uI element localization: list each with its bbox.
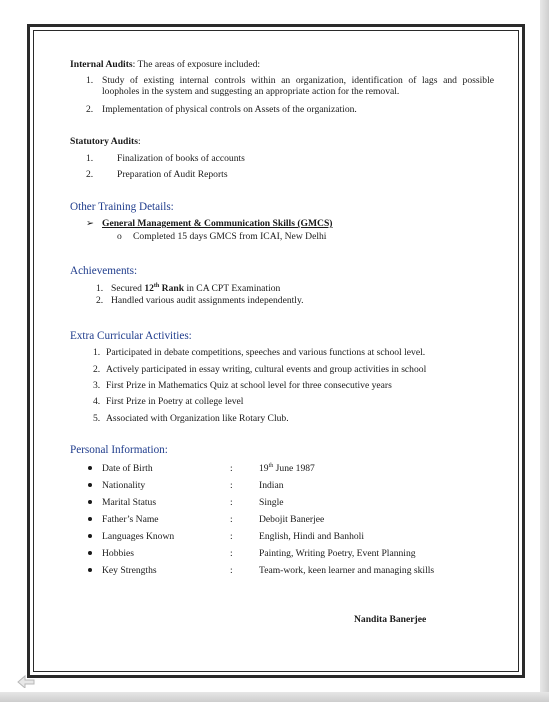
extra-item-3-num: 3. bbox=[93, 380, 101, 391]
extra-item-1-text: Participated in debate competitions, speeches and various functions at school level. bbox=[106, 347, 426, 358]
statutory-audits-heading: Statutory Audits bbox=[70, 136, 138, 147]
training-detail: Completed 15 days GMCS from ICAI, New Delhi bbox=[133, 231, 327, 242]
languages-separator: : bbox=[230, 531, 233, 542]
curled-arrow-icon bbox=[16, 672, 36, 688]
extra-item-2-text: Actively participated in essay writing, cultural events and group activities in school bbox=[106, 364, 427, 375]
nationality-value: Indian bbox=[259, 480, 284, 491]
fathers-name-separator: : bbox=[230, 514, 233, 525]
hobbies-separator: : bbox=[230, 548, 233, 559]
fathers-name-label: Father’s Name bbox=[102, 514, 159, 525]
extra-item-5-num: 5. bbox=[93, 413, 101, 424]
extra-item-4-num: 4. bbox=[93, 396, 101, 407]
dob-value: 19th June 1987 bbox=[259, 462, 315, 474]
extra-curricular-heading: Extra Curricular Activities: bbox=[70, 330, 192, 342]
key-strengths-separator: : bbox=[230, 565, 233, 576]
nationality-separator: : bbox=[230, 480, 233, 491]
internal-audits-intro: : The areas of exposure included: bbox=[132, 59, 261, 70]
achievement-2-num: 2. bbox=[96, 295, 104, 306]
internal-item-2-text: Implementation of physical controls on Assets of the organization. bbox=[102, 104, 357, 115]
page-shadow-right bbox=[540, 0, 549, 702]
bullet-dot-icon bbox=[88, 483, 92, 487]
marital-status-value: Single bbox=[259, 497, 284, 508]
achievement-2-text: Handled various audit assignments independently. bbox=[111, 295, 304, 306]
signature-name: Nandita Banerjee bbox=[354, 614, 427, 625]
internal-audits-line bbox=[70, 59, 260, 70]
personal-info-heading: Personal Information: bbox=[70, 444, 168, 456]
nationality-label: Nationality bbox=[102, 480, 146, 491]
statutory-item-2-text: Preparation of Audit Reports bbox=[117, 169, 228, 180]
extra-item-3-text: First Prize in Mathematics Quiz at school level for three consecutive years bbox=[106, 380, 392, 391]
dob-separator: : bbox=[230, 463, 233, 474]
bullet-dot-icon bbox=[88, 466, 92, 470]
statutory-item-1-text: Finalization of books of accounts bbox=[117, 153, 245, 164]
bullet-dot-icon bbox=[88, 500, 92, 504]
languages-label: Languages Known bbox=[102, 531, 175, 542]
achievement-1-text: Secured 12th Rank in CA CPT Examination bbox=[111, 282, 281, 294]
internal-audits-heading: Internal Audits bbox=[70, 59, 133, 70]
marital-status-separator: : bbox=[230, 497, 233, 508]
key-strengths-label: Key Strengths bbox=[102, 565, 157, 576]
training-course: General Management & Communication Skills (GMCS) bbox=[102, 218, 333, 229]
fathers-name-value: Debojit Banerjee bbox=[259, 514, 325, 525]
bullet-dot-icon bbox=[88, 568, 92, 572]
statutory-item-1-num: 1. bbox=[86, 153, 94, 164]
statutory-audits-colon: : bbox=[137, 136, 141, 147]
arrow-bullet-icon: ➢ bbox=[86, 218, 95, 229]
internal-item-1-text: Study of existing internal controls within an organization, identification of lags and possible loopholes in the system and suggesting an appropriate action for the removal. bbox=[102, 75, 494, 97]
bullet-dot-icon bbox=[88, 534, 92, 538]
achievements-heading: Achievements: bbox=[70, 265, 138, 277]
other-training-heading: Other Training Details: bbox=[70, 201, 174, 213]
internal-item-2-num: 2. bbox=[86, 104, 94, 115]
key-strengths-value: Team-work, keen learner and managing skills bbox=[259, 565, 435, 576]
hollow-bullet-icon: o bbox=[117, 231, 122, 242]
bullet-dot-icon bbox=[88, 551, 92, 555]
dob-label: Date of Birth bbox=[102, 463, 153, 474]
hobbies-label: Hobbies bbox=[102, 548, 134, 559]
bullet-dot-icon bbox=[88, 517, 92, 521]
extra-item-1-num: 1. bbox=[93, 347, 101, 358]
marital-status-label: Marital Status bbox=[102, 497, 157, 508]
extra-item-2-num: 2. bbox=[93, 364, 101, 375]
internal-item-1-num: 1. bbox=[86, 75, 94, 86]
languages-value: English, Hindi and Banholi bbox=[259, 531, 364, 542]
extra-item-4-text: First Prize in Poetry at college level bbox=[106, 396, 244, 407]
page-shadow-bottom bbox=[0, 692, 549, 702]
statutory-item-2-num: 2. bbox=[86, 169, 94, 180]
achievement-1-num: 1. bbox=[96, 283, 104, 294]
extra-item-5-text: Associated with Organization like Rotary Club. bbox=[106, 413, 289, 424]
hobbies-value: Painting, Writing Poetry, Event Planning bbox=[259, 548, 416, 559]
statutory-audits-line bbox=[70, 136, 141, 147]
